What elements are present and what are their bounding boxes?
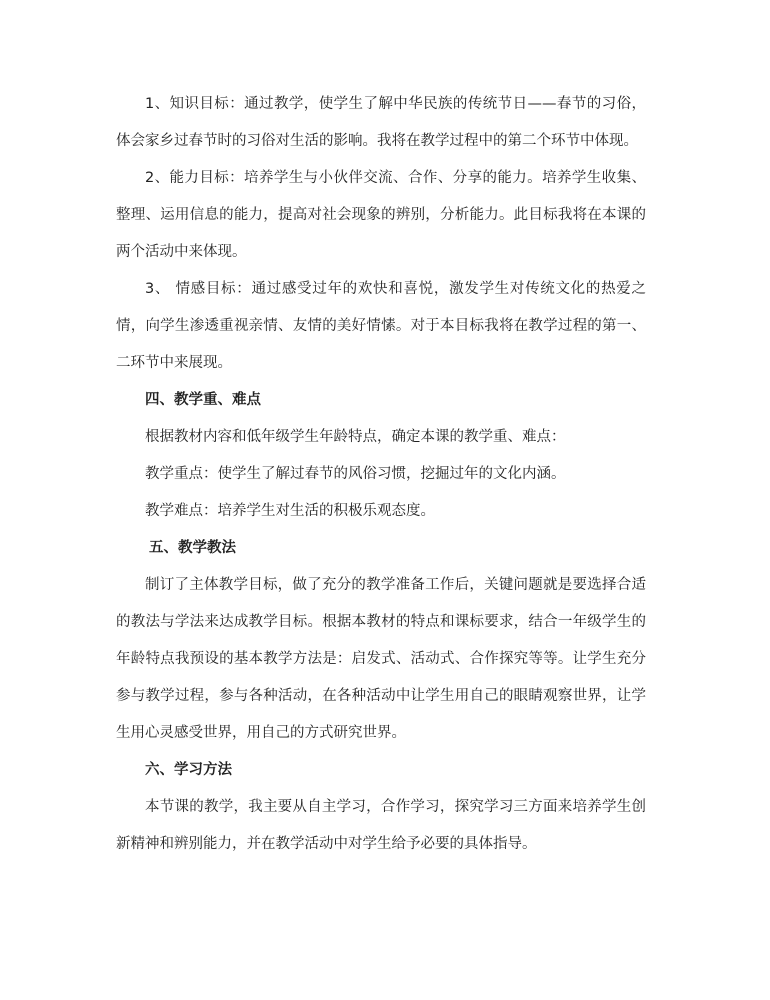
ability-goal-paragraph: 2、能力目标：培养学生与小伙伴交流、合作、分享的能力。培养学生收集、整理、运用信息的能力，提高对社会现象的辨别，分析能力。此目标我将在本课的两个活动中来体现。 bbox=[116, 170, 646, 260]
section-4-key-point: 教学重点：使学生了解过春节的风俗习惯，挖掘过年的文化内涵。 bbox=[145, 466, 566, 482]
knowledge-goal-paragraph: 1、知识目标：通过教学，使学生了解中华民族的传统节日——春节的习俗，体会家乡过春节时的习俗对生活的影响。我将在教学过程中的第二个环节中体现。 bbox=[116, 96, 646, 149]
document-page bbox=[116, 86, 646, 863]
section-5-body: 制订了主体教学目标，做了充分的教学准备工作后，关键问题就是要选择合适的教法与学法来达成教学目标。根据本教材的特点和课标要求，结合一年级学生的年龄特点我预设的基本教学方法是：启发式、活动式、合作探究等等。让学生充分参与教学过程，参与各种活动，在各种活动中让学生用自己的眼睛观察世界，让学生用心灵感受世界，用自己的方式研究世界。 bbox=[116, 577, 646, 741]
section-4-intro: 根据教材内容和低年级学生年龄特点，确定本课的教学重、难点： bbox=[145, 429, 566, 445]
emotion-goal-paragraph: 3、 情感目标：通过感受过年的欢快和喜悦，激发学生对传统文化的热爱之情，向学生渗透重视亲情、友情的美好情愫。对于本目标我将在教学过程的第一、二环节中来展现。 bbox=[116, 281, 646, 371]
section-6-heading: 六、学习方法 bbox=[145, 762, 232, 778]
section-5-heading: 五、教学教法 bbox=[149, 540, 236, 556]
section-4-difficulty: 教学难点：培养学生对生活的积极乐观态度。 bbox=[145, 503, 435, 519]
section-6-body: 本节课的教学，我主要从自主学习，合作学习，探究学习三方面来培养学生创新精神和辨别能力，并在教学活动中对学生给予必要的具体指导。 bbox=[116, 799, 646, 852]
section-4-heading: 四、教学重、难点 bbox=[145, 392, 261, 408]
